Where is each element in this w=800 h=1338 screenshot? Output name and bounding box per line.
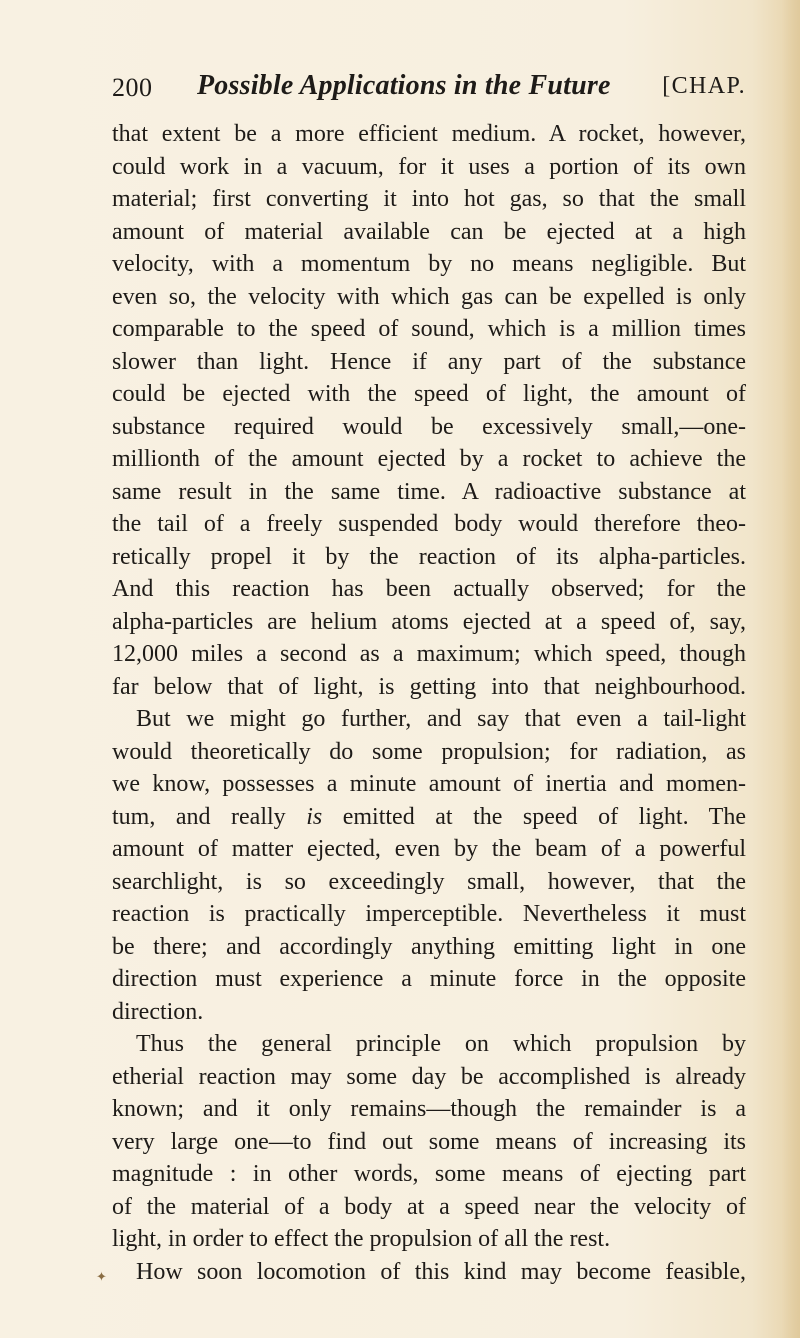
- text-line: far below that of light, is getting into that neighbourhood.: [112, 673, 746, 700]
- text-line: amount of material available can be ejected at a high: [112, 218, 746, 245]
- italic-word: is: [306, 803, 323, 830]
- text-line: very large one—to find out some means of increasing its: [112, 1128, 746, 1155]
- body-text: [112, 118, 746, 1288]
- text-line: even so, the velocity with which gas can be expelled is only: [112, 283, 746, 310]
- text-line: would theoretically do some propulsion; for radiation, as: [112, 738, 746, 765]
- text-line: magnitude : in other words, some means of ejecting part: [112, 1161, 746, 1187]
- text-line: direction must experience a minute force in the opposite: [112, 966, 746, 992]
- page-header: [112, 70, 746, 110]
- text-line: 12,000 miles a second as a maximum; which speed, though: [112, 641, 746, 667]
- text-line: millionth of the amount ejected by a rocket to achieve the: [112, 446, 746, 472]
- text-line: etherial reaction may some day be accomplished is already: [112, 1063, 746, 1090]
- paragraph-start-line: Thus the general principle on which propulsion by: [136, 1031, 746, 1057]
- text-line: retically propel it by the reaction of its alpha-particles.: [112, 543, 746, 570]
- text-line: the tail of a freely suspended body would therefore theo-: [112, 511, 746, 537]
- text-line: known; and it only remains—though the remainder is a: [112, 1096, 746, 1122]
- chapter-label: [CHAP.: [662, 73, 746, 99]
- text-line: of the material of a body at a speed near the velocity of: [112, 1193, 746, 1220]
- text-fragment: tum, and really: [112, 803, 307, 830]
- paragraph-start-line: How soon locomotion of this kind may become feasible,: [136, 1258, 746, 1285]
- paragraph-end-line: direction.: [112, 998, 204, 1025]
- text-line: velocity, with a momentum by no means negligible. But: [112, 251, 746, 277]
- text-line: substance required would be excessively small,—one-: [112, 413, 746, 440]
- text-line: slower than light. Hence if any part of the substance: [112, 348, 746, 375]
- text-line: comparable to the speed of sound, which is a million times: [112, 316, 746, 342]
- text-line: could be ejected with the speed of light, the amount of: [112, 381, 746, 407]
- text-line: be there; and accordingly anything emitting light in one: [112, 933, 746, 960]
- text-fragment: emitted at the speed of light. The: [322, 803, 746, 830]
- text-line: could work in a vacuum, for it uses a portion of its own: [112, 153, 746, 180]
- text-line: that extent be a more efficient medium. A rocket, however,: [112, 121, 746, 147]
- text-line: alpha-particles are helium atoms ejected at a speed of, say,: [112, 608, 746, 635]
- text-line: And this reaction has been actually observed; for the: [112, 576, 746, 602]
- page-number: 200: [112, 73, 153, 102]
- text-line: material; first converting it into hot gas, so that the small: [112, 186, 746, 212]
- paragraph-end-line: light, in order to effect the propulsion of all the rest.: [112, 1226, 611, 1252]
- text-line: we know, possesses a minute amount of inertia and momen-: [112, 771, 746, 797]
- ink-mark-icon: ✦: [96, 1270, 107, 1285]
- text-line: same result in the same time. A radioactive substance at: [112, 478, 746, 505]
- page-edge-shadow: [782, 0, 800, 1338]
- text-line: amount of matter ejected, even by the beam of a powerful: [112, 836, 746, 862]
- text-line: reaction is practically imperceptible. Nevertheless it must: [112, 901, 746, 927]
- running-title: Possible Applications in the Future: [197, 70, 611, 101]
- text-line: searchlight, is so exceedingly small, however, that the: [112, 868, 746, 895]
- text-line-with-italic: [112, 801, 746, 834]
- paragraph-start-line: But we might go further, and say that even a tail-light: [136, 706, 746, 732]
